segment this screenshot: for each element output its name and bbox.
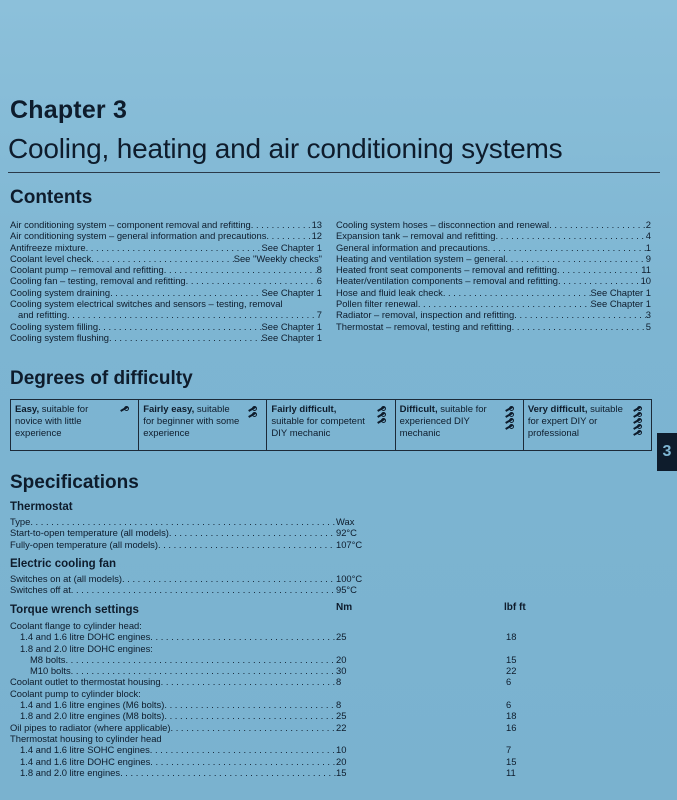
dot-leader xyxy=(164,264,317,275)
spec-label: Type xyxy=(10,516,31,527)
spec-label-wrap xyxy=(10,584,336,595)
torque-label: 1.4 and 1.6 litre SOHC engines xyxy=(20,744,150,756)
torque-nm: 22 xyxy=(336,721,347,733)
torque-nm: 30 xyxy=(336,665,347,677)
dot-leader xyxy=(71,584,336,595)
spec-row xyxy=(10,516,506,527)
contents-entry xyxy=(10,264,322,275)
spanner-icon xyxy=(632,406,642,411)
torque-label: Oil pipes to radiator (where applicable) xyxy=(10,721,171,733)
torque-lbf: 16 xyxy=(506,721,517,733)
contents-entry-page: 3 xyxy=(645,309,651,321)
torque-lbf: 11 xyxy=(506,766,516,778)
contents-entry xyxy=(10,287,322,298)
contents-entry xyxy=(10,230,322,241)
torque-row xyxy=(10,676,626,687)
torque-lbf: 18 xyxy=(506,631,517,643)
contents-entry xyxy=(10,321,322,332)
contents-left-column xyxy=(10,219,322,343)
spec-value: Wax xyxy=(336,516,355,527)
torque-lbf: 7 xyxy=(506,744,512,756)
torque-row xyxy=(10,699,626,710)
torque-label-wrap xyxy=(10,722,336,733)
torque-label-wrap xyxy=(10,744,336,755)
contents-entry-page: 11 xyxy=(641,264,651,276)
spec-row xyxy=(10,527,506,538)
contents-entry xyxy=(336,219,651,230)
torque-row xyxy=(10,631,626,642)
spanner-icon xyxy=(376,412,386,417)
difficulty-name: Fairly difficult, xyxy=(271,404,337,415)
thermostat-heading: Thermostat xyxy=(10,501,73,513)
contents-entry-title: Coolant pump – removal and refitting xyxy=(10,264,164,276)
contents-entry xyxy=(336,230,651,241)
contents-entry-title: Heating and ventilation system – general xyxy=(336,252,506,264)
dot-leader xyxy=(171,722,337,733)
contents-entry-page: See Chapter 1 xyxy=(261,320,322,332)
contents-entry-page: 4 xyxy=(645,230,651,242)
specifications-heading: Specifications xyxy=(10,472,139,493)
dot-leader xyxy=(150,756,336,767)
torque-label: 1.8 and 2.0 litre DOHC engines: xyxy=(20,642,153,654)
contents-entry xyxy=(10,219,322,230)
torque-lbf: 6 xyxy=(506,676,512,688)
contents-entry-page: See Chapter 1 xyxy=(590,298,651,310)
difficulty-table xyxy=(10,399,652,451)
dot-leader xyxy=(150,631,336,642)
torque-label: 1.8 and 2.0 litre engines (M8 bolts) xyxy=(20,710,165,722)
torque-label: Coolant pump to cylinder block: xyxy=(10,687,141,699)
difficulty-detail: suitable for experienced DIY mechanic xyxy=(399,404,487,439)
fan-heading: Electric cooling fan xyxy=(10,558,117,570)
dot-leader xyxy=(65,654,336,665)
torque-label-wrap xyxy=(10,631,336,642)
contents-heading: Contents xyxy=(10,187,93,208)
contents-entry-page: 10 xyxy=(640,275,651,287)
torque-nm: 20 xyxy=(336,755,347,767)
contents-entry-page: See Chapter 1 xyxy=(261,331,322,343)
spanner-icon xyxy=(504,424,514,429)
lbf-column-header: lbf ft xyxy=(504,602,526,613)
torque-label-wrap xyxy=(10,654,336,665)
difficulty-level xyxy=(396,400,524,450)
torque-lbf xyxy=(506,620,626,631)
torque-row xyxy=(10,767,626,778)
spanner-icon xyxy=(632,412,642,417)
spec-label-wrap xyxy=(10,539,336,550)
chapter-title: Cooling, heating and air conditioning systems xyxy=(8,133,563,164)
spanner-icon xyxy=(632,430,642,435)
dot-leader xyxy=(495,230,645,241)
torque-label-wrap xyxy=(10,665,336,676)
chapter-tab: 3 xyxy=(657,433,677,471)
contents-entry-page: 8 xyxy=(316,264,322,276)
difficulty-level xyxy=(11,400,139,450)
torque-lbf: 18 xyxy=(506,710,517,722)
contents-entry-title: Air conditioning system – component removal and refitting xyxy=(10,219,251,230)
torque-column-headers xyxy=(336,602,526,613)
spanner-icons xyxy=(113,406,135,411)
contents-entry-title: Cooling system flushing xyxy=(10,331,110,343)
dot-leader xyxy=(110,287,261,298)
torque-row xyxy=(10,620,626,631)
dot-leader xyxy=(505,253,645,264)
dot-leader xyxy=(150,744,336,755)
contents-entry-title: Cooling system hoses – disconnection and renewal xyxy=(336,219,550,230)
difficulty-description xyxy=(271,404,369,440)
dot-leader xyxy=(142,620,336,631)
spanner-icons xyxy=(498,406,520,429)
contents-entry-title: General information and precautions xyxy=(336,241,488,253)
spanner-icon xyxy=(247,406,257,411)
contents-entry xyxy=(336,253,651,264)
spanner-icons xyxy=(241,406,263,417)
spanner-icon xyxy=(247,412,257,417)
spec-label: Start-to-open temperature (all models) xyxy=(10,527,169,539)
torque-lbf: 22 xyxy=(506,665,517,677)
dot-leader xyxy=(91,253,233,264)
dot-leader xyxy=(266,230,311,241)
thermostat-specs xyxy=(10,516,506,550)
dot-leader xyxy=(558,275,641,286)
contents-entry-title: Cooling system filling xyxy=(10,320,99,332)
contents-entry-title: Coolant level check xyxy=(10,252,92,264)
torque-label: 1.8 and 2.0 litre engines xyxy=(20,766,121,778)
torque-nm xyxy=(336,620,506,631)
contents-entry xyxy=(10,332,322,343)
title-divider xyxy=(8,172,660,173)
contents-entry-title: Radiator – removal, inspection and refitting xyxy=(336,309,515,321)
torque-nm: 8 xyxy=(336,676,342,688)
torque-label-wrap xyxy=(10,733,336,744)
torque-lbf xyxy=(506,643,626,654)
nm-column-header: Nm xyxy=(336,602,353,613)
contents-entry-title: Heated front seat components – removal and refitting xyxy=(336,264,557,276)
dot-leader xyxy=(251,219,312,230)
dot-leader xyxy=(153,643,336,654)
dot-leader xyxy=(141,688,336,699)
contents-entry xyxy=(10,253,322,264)
spanner-icons xyxy=(370,406,392,423)
contents-entry-page: 7 xyxy=(316,309,322,321)
torque-row xyxy=(10,733,626,744)
torque-label-wrap xyxy=(10,699,336,710)
contents-entry-page: See "Weekly checks" xyxy=(233,252,322,264)
contents-right-column xyxy=(336,219,651,332)
spanner-icon xyxy=(504,418,514,423)
torque-label-wrap xyxy=(10,756,336,767)
torque-label: Thermostat housing to cylinder head xyxy=(10,732,162,744)
difficulty-description xyxy=(15,404,113,440)
torque-label-wrap xyxy=(10,643,336,654)
contents-entry xyxy=(336,321,651,332)
dot-leader xyxy=(557,264,641,275)
torque-nm: 25 xyxy=(336,710,347,722)
dot-leader xyxy=(122,573,336,584)
torque-label-wrap xyxy=(10,767,336,778)
contents-entry-page: See Chapter 1 xyxy=(261,286,322,298)
dot-leader xyxy=(514,309,646,320)
difficulty-name: Easy, xyxy=(15,404,40,415)
torque-nm xyxy=(336,643,506,654)
torque-row xyxy=(10,756,626,767)
dot-leader xyxy=(549,219,646,230)
contents-entry xyxy=(10,298,322,309)
difficulty-description xyxy=(400,404,498,440)
torque-label: M10 bolts xyxy=(30,665,71,677)
contents-entry-page: 6 xyxy=(316,275,322,287)
contents-entry-title: and refitting xyxy=(18,309,67,321)
torque-row xyxy=(10,688,626,699)
spec-value: 107°C xyxy=(336,538,363,550)
torque-row xyxy=(10,710,626,721)
spec-value: 92°C xyxy=(336,527,357,539)
contents-entry-page: 5 xyxy=(645,320,651,332)
spec-row xyxy=(10,584,506,595)
difficulty-detail: suitable for expert DIY or professional xyxy=(527,404,623,439)
torque-label: 1.4 and 1.6 litre DOHC engines xyxy=(20,755,151,767)
dot-leader xyxy=(71,665,336,676)
torque-nm: 25 xyxy=(336,631,347,643)
dot-leader xyxy=(186,275,317,286)
dot-leader xyxy=(443,287,591,298)
contents-entry xyxy=(336,309,651,320)
spec-label: Switches off at xyxy=(10,584,71,596)
contents-entry-page: 13 xyxy=(311,219,322,230)
difficulty-name: Very difficult, xyxy=(527,404,588,415)
dot-leader xyxy=(30,516,336,527)
torque-nm: 10 xyxy=(336,744,347,756)
torque-row xyxy=(10,665,626,676)
contents-entry xyxy=(336,298,651,309)
contents-entry-title: Expansion tank – removal and refitting xyxy=(336,230,496,242)
spec-label: Fully-open temperature (all models) xyxy=(10,538,158,550)
torque-row xyxy=(10,643,626,654)
spanner-icons xyxy=(626,406,648,435)
contents-entry xyxy=(336,275,651,286)
contents-entry-page: 1 xyxy=(645,241,651,253)
contents-entry xyxy=(336,287,651,298)
torque-nm xyxy=(336,733,506,744)
torque-lbf: 6 xyxy=(506,699,512,711)
contents-entry-page: 12 xyxy=(311,230,322,242)
difficulty-level xyxy=(267,400,395,450)
torque-label: Coolant outlet to thermostat housing xyxy=(10,676,161,688)
torque-label: 1.4 and 1.6 litre engines (M6 bolts) xyxy=(20,699,165,711)
spec-label-wrap xyxy=(10,527,336,538)
dot-leader xyxy=(98,321,261,332)
dot-leader xyxy=(488,242,646,253)
contents-entry-title: Cooling system draining xyxy=(10,286,111,298)
difficulty-detail: suitable for competent DIY mechanic xyxy=(271,416,365,439)
contents-entry-title: Antifreeze mixture xyxy=(10,241,86,253)
torque-heading: Torque wrench settings xyxy=(10,604,139,616)
contents-entry-title: Thermostat – removal, testing and refitting xyxy=(336,320,512,332)
difficulty-level xyxy=(139,400,267,450)
spec-row xyxy=(10,539,506,550)
torque-nm: 15 xyxy=(336,766,347,778)
torque-specs xyxy=(10,620,626,778)
torque-row xyxy=(10,722,626,733)
dot-leader xyxy=(109,332,262,343)
contents-entry-page: 2 xyxy=(645,219,651,230)
contents-entry-title: Air conditioning system – general information and precautions xyxy=(10,230,267,242)
torque-nm: 8 xyxy=(336,699,342,711)
contents-entry-title: Hose and fluid leak check xyxy=(336,286,443,298)
spanner-icon xyxy=(376,406,386,411)
dot-leader xyxy=(120,767,336,778)
torque-nm: 20 xyxy=(336,653,347,665)
torque-label-wrap xyxy=(10,710,336,721)
chapter-number: Chapter 3 xyxy=(10,96,128,124)
difficulty-level xyxy=(524,400,651,450)
difficulty-detail: suitable for novice with little experience xyxy=(15,404,89,439)
contents-entry xyxy=(10,275,322,286)
spanner-icon xyxy=(504,412,514,417)
torque-lbf xyxy=(506,733,626,744)
spanner-icon xyxy=(632,418,642,423)
dot-leader xyxy=(67,309,317,320)
torque-row xyxy=(10,654,626,665)
contents-entry-title: Pollen filter renewal xyxy=(336,298,418,310)
contents-entry-page: 9 xyxy=(645,252,651,264)
dot-leader xyxy=(418,298,591,309)
dot-leader xyxy=(86,242,262,253)
spec-label-wrap xyxy=(10,573,336,584)
torque-lbf: 15 xyxy=(506,755,517,767)
spec-value: 100°C xyxy=(336,573,363,584)
contents-entry xyxy=(336,264,651,275)
difficulty-name: Fairly easy, xyxy=(143,404,195,415)
spec-label: Switches on at (all models) xyxy=(10,573,123,584)
dot-leader xyxy=(162,733,336,744)
contents-entry-title: Heater/ventilation components – removal and refitting xyxy=(336,275,558,287)
difficulty-name: Difficult, xyxy=(399,404,438,415)
difficulty-detail: suitable for beginner with some experience xyxy=(143,404,240,439)
torque-label-wrap xyxy=(10,620,336,631)
spanner-icon xyxy=(504,406,514,411)
torque-row xyxy=(10,744,626,755)
contents-entry xyxy=(10,309,322,320)
dot-leader xyxy=(169,527,336,538)
torque-label: 1.4 and 1.6 litre DOHC engines xyxy=(20,631,151,643)
contents-entry xyxy=(10,242,322,253)
spec-value: 95°C xyxy=(336,584,357,596)
difficulty-heading: Degrees of difficulty xyxy=(10,368,193,389)
spanner-icon xyxy=(119,406,129,411)
contents-entry-page: See Chapter 1 xyxy=(261,241,322,253)
dot-leader xyxy=(164,710,336,721)
torque-lbf: 15 xyxy=(506,653,517,665)
torque-nm xyxy=(336,688,506,699)
contents-entry-page: See Chapter 1 xyxy=(590,286,651,298)
spanner-icon xyxy=(376,418,386,423)
torque-label-wrap xyxy=(10,676,336,687)
dot-leader xyxy=(512,321,646,332)
dot-leader xyxy=(164,699,336,710)
contents-entry-title: Cooling system electrical switches and sensors – testing, removal xyxy=(10,298,283,310)
spec-label-wrap xyxy=(10,516,336,527)
contents-entry-title: Cooling fan – testing, removal and refitting xyxy=(10,275,186,287)
dot-leader xyxy=(161,676,336,687)
contents-entry xyxy=(336,242,651,253)
fan-specs xyxy=(10,573,506,596)
torque-label: M8 bolts xyxy=(30,653,66,665)
torque-label: Coolant flange to cylinder head: xyxy=(10,620,142,631)
torque-lbf xyxy=(506,688,626,699)
difficulty-description xyxy=(143,404,241,440)
spanner-icon xyxy=(632,424,642,429)
spec-row xyxy=(10,573,506,584)
torque-label-wrap xyxy=(10,688,336,699)
difficulty-description xyxy=(528,404,626,440)
dot-leader xyxy=(158,539,336,550)
